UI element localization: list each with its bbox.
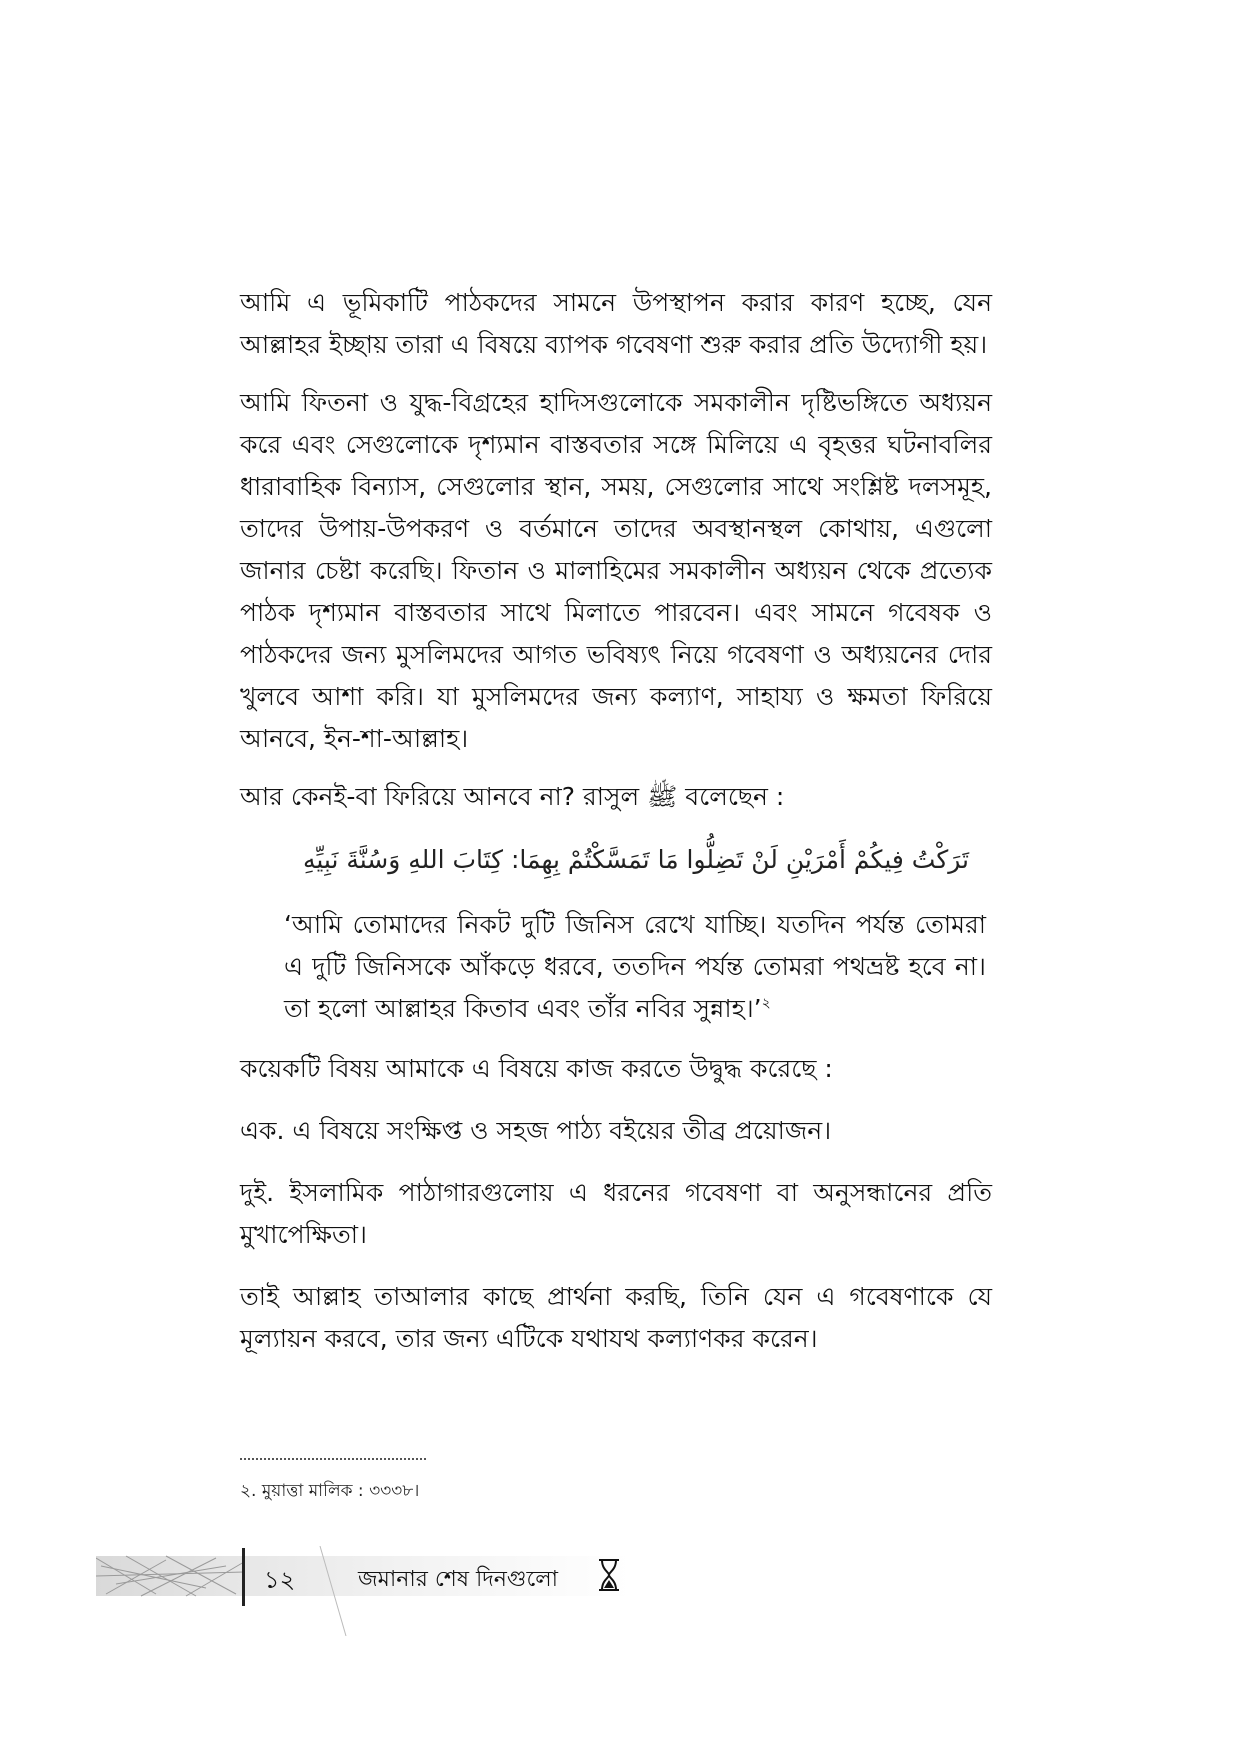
footer-decorative-pattern <box>96 1554 246 1598</box>
paragraph-point-two: দুই. ইসলামিক পাঠাগারগুলোয় এ ধরনের গবেষণা বা অনুসন্ধানের প্রতি মুখাপেক্ষিতা। <box>240 1178 992 1249</box>
paragraph-prayer: তাই আল্লাহ তাআলার কাছে প্রার্থনা করছি, তিনি যেন এ গবেষণাকে যে মূল্যায়ন করবে, তার জন্য এটিকে যথাযথ কল্যাণকর করেন। <box>240 1282 992 1353</box>
hadith-translation-text: ‘আমি তোমাদের নিকট দুটি জিনিস রেখে যাচ্ছি। যতদিন পর্যন্ত তোমরা এ দুটি জিনিসকে আঁকড়ে ধরবে, ততদিন পর্যন্ত তোমরা পথভ্রষ্ট হবে না। তা হলো আল্লাহর কিতাব এবং তাঁর নবির সুন্নাহ।’ <box>284 910 986 1023</box>
arabic-hadith: تَرَكْتُ فِيكُمْ أَمْرَيْنِ لَنْ تَضِلُّوا مَا تَمَسَّكْتُمْ بِهِمَا: كِتَابَ اللهِ وَسُنَّةَ نَبِيِّهِ <box>302 845 970 874</box>
paragraph-motivations: কয়েকটি বিষয় আমাকে এ বিষয়ে কাজ করতে উদ্বুদ্ধ করেছে : <box>240 1054 833 1083</box>
paragraph-hadith-lead: আর কেনই-বা ফিরিয়ে আনবে না? রাসুল ﷺ বলেছেন : <box>240 782 785 811</box>
footer-diagonal-line <box>306 1546 366 1636</box>
hourglass-icon <box>598 1558 620 1592</box>
page-footer <box>96 1546 630 1610</box>
main-text <box>240 282 992 1380</box>
hadith-translation <box>284 904 986 1030</box>
paragraph-point-one: এক. এ বিষয়ে সংক্ষিপ্ত ও সহজ পাঠ্য বইয়ের তীব্র প্রয়োজন। <box>240 1116 832 1145</box>
paragraph-intro: আমি এ ভূমিকাটি পাঠকদের সামনে উপস্থাপন করার কারণ হচ্ছে, যেন আল্লাহর ইচ্ছায় তারা এ বিষয়ে ব্যাপক গবেষণা শুরু করার প্রতি উদ্যোগী হয়। <box>240 288 992 359</box>
footnote: ২. মুয়াত্তা মালিক : ৩৩৩৮। <box>240 1481 420 1501</box>
paragraph-study: আমি ফিতনা ও যুদ্ধ-বিগ্রহের হাদিসগুলোকে সমকালীন দৃষ্টিভঙ্গিতে অধ্যয়ন করে এবং সেগুলোকে দৃশ্যমান বাস্তবতার সঙ্গে মিলিয়ে এ বৃহত্তর ঘটনাবলির ধারাবাহিক বিন্যাস, সেগুলোর স্থান, সময়, সেগুলোর সাথে সংশ্লিষ্ট দলসমূহ, তাদের উপায়-উপকরণ ও বর্তমানে তাদের অবস্থানস্থল কোথায়, এগুলো জানার চেষ্টা করেছি। ফিতান ও মালাহিমের সমকালীন অধ্যয়ন থেকে প্রত্যেক পাঠক দৃশ্যমান বাস্তবতার সাথে মিলাতে পারবেন। এবং সামনে গবেষক ও পাঠকদের জন্য মুসলিমদের আগত ভবিষ্যৎ নিয়ে গবেষণা ও অধ্যয়নের দোর খুলবে আশা করি। যা মুসলিমদের জন্য কল্যাণ, সাহায্য ও ক্ষমতা ফিরিয়ে আনবে, ইন-শা-আল্লাহ। <box>240 388 992 753</box>
footer-divider <box>242 1548 245 1606</box>
page-number: ১২ <box>264 1566 296 1594</box>
footnote-divider <box>240 1458 426 1460</box>
book-title: জমানার শেষ দিনগুলো <box>358 1567 559 1592</box>
footnote-ref: ২ <box>761 995 771 1012</box>
